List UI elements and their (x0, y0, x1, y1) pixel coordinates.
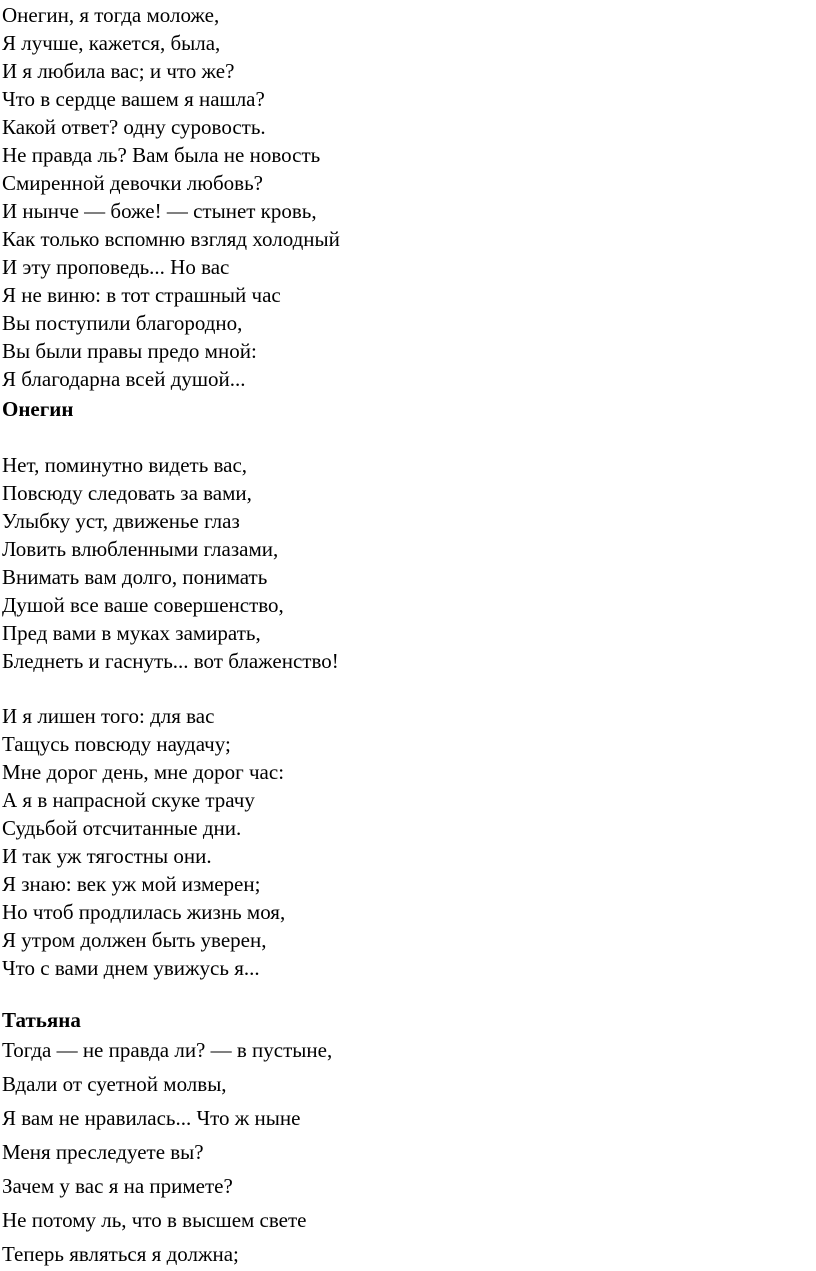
verse-line: И я лишен того: для вас (2, 704, 215, 728)
stanza-onegin-2 (2, 702, 285, 982)
verse-line: Ловить влюбленными глазами, (2, 537, 279, 561)
verse-line: Я благодарна всей душой... (2, 367, 246, 391)
stanza-onegin-1 (2, 451, 339, 675)
verse-line: Зачем у вас я на примете? (2, 1174, 233, 1198)
verse-line: Как только вспомню взгляд холодный (2, 227, 340, 251)
verse-line: И нынче — боже! — стынет кровь, (2, 199, 317, 223)
verse-line: Вы поступили благородно, (2, 311, 243, 335)
verse-line: Онегин, я тогда моложе, (2, 3, 220, 27)
stanza-tatyana-1 (2, 1, 340, 393)
verse-line: Тащусь повсюду наудачу; (2, 732, 231, 756)
verse-line: Меня преследуете вы? (2, 1140, 204, 1164)
stanza-tatyana-2 (2, 1033, 332, 1271)
verse-line: Что с вами днем увижусь я... (2, 956, 260, 980)
verse-line: Нет, поминутно видеть вас, (2, 453, 248, 477)
verse-line: Судьбой отсчитанные дни. (2, 816, 242, 840)
verse-line: Вдали от суетной молвы, (2, 1072, 227, 1096)
verse-line: А я в напрасной скуке трачу (2, 788, 255, 812)
verse-line: Теперь являться я должна; (2, 1242, 239, 1266)
verse-line: Я утром должен быть уверен, (2, 928, 267, 952)
speaker-heading-onegin: Онегин (2, 397, 74, 421)
verse-line: Не потому ль, что в высшем свете (2, 1208, 307, 1232)
verse-line: Тогда — не правда ли? — в пустыне, (2, 1038, 333, 1062)
verse-line: И эту проповедь... Но вас (2, 255, 230, 279)
verse-line: Вы были правы предо мной: (2, 339, 257, 363)
verse-line: Смиренной девочки любовь? (2, 171, 263, 195)
verse-line: Какой ответ? одну суровость. (2, 115, 266, 139)
verse-line: Душой все ваше совершенство, (2, 593, 284, 617)
verse-line: Бледнеть и гаснуть... вот блаженство! (2, 649, 339, 673)
verse-line: Я знаю: век уж мой измерен; (2, 872, 261, 896)
verse-line: Я не виню: в тот страшный час (2, 283, 281, 307)
speaker-heading-tatyana: Татьяна (2, 1008, 81, 1032)
verse-line: Внимать вам долго, понимать (2, 565, 268, 589)
verse-line: И так уж тягостны они. (2, 844, 212, 868)
verse-line: Мне дорог день, мне дорог час: (2, 760, 285, 784)
verse-line: Я вам не нравилась... Что ж ныне (2, 1106, 301, 1130)
verse-line: Не правда ль? Вам была не новость (2, 143, 321, 167)
verse-line: Что в сердце вашем я нашла? (2, 87, 265, 111)
verse-line: Повсюду следовать за вами, (2, 481, 252, 505)
verse-line: Улыбку уст, движенье глаз (2, 509, 240, 533)
verse-line: Я лучше, кажется, была, (2, 31, 221, 55)
verse-line: Но чтоб продлилась жизнь моя, (2, 900, 286, 924)
verse-line: И я любила вас; и что же? (2, 59, 235, 83)
verse-line: Пред вами в муках замирать, (2, 621, 261, 645)
